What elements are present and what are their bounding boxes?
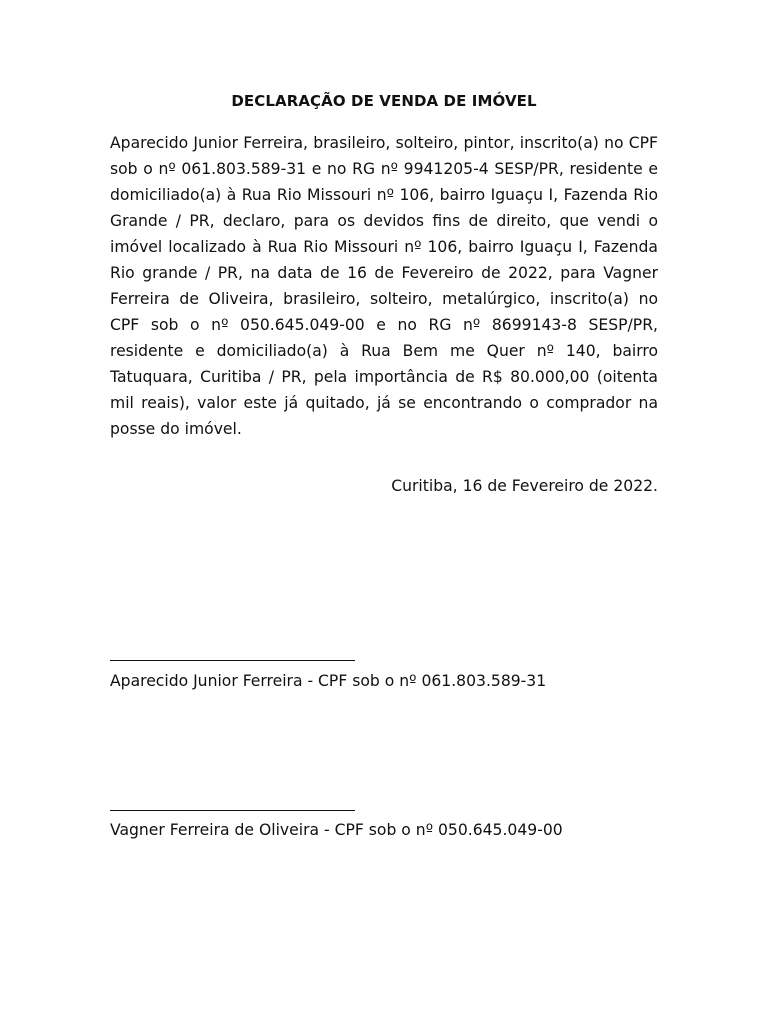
seller-signature-line [110, 660, 355, 661]
document-title: DECLARAÇÃO DE VENDA DE IMÓVEL [231, 92, 537, 110]
buyer-signature-line [110, 810, 355, 811]
seller-signature-label: Aparecido Junior Ferreira - CPF sob o nº 061.803.589-31 [110, 672, 547, 690]
place-and-date: Curitiba, 16 de Fevereiro de 2022. [391, 477, 658, 495]
buyer-signature-label: Vagner Ferreira de Oliveira - CPF sob o nº 050.645.049-00 [110, 821, 563, 839]
declaration-body: Aparecido Junior Ferreira, brasileiro, solteiro, pintor, inscrito(a) no CPF sob o nº 061.803.589-31 e no RG nº 9941205-4 SESP/PR, residente e domiciliado(a) à Rua Rio Missouri nº 106, bairro Iguaçu I, Fazenda Rio Grande / PR, declaro, para os devidos fins de direito, que vendi o imóvel localizado à Rua Rio Missouri nº 106, bairro Iguaçu I, Fazenda Rio grande / PR, na data de 16 de Fevereiro de 2022, para Vagner Ferreira de Oliveira, brasileiro, solteiro, metalúrgico, inscrito(a) no CPF sob o nº 050.645.049-00 e no RG nº 8699143-8 SESP/PR, residente e domiciliado(a) à Rua Bem me Quer nº 140, bairro Tatuquara, Curitiba / PR, pela importância de R$ 80.000,00 (oitenta mil reais), valor este já quitado, já se encontrando o comprador na posse do imóvel. [110, 134, 658, 438]
